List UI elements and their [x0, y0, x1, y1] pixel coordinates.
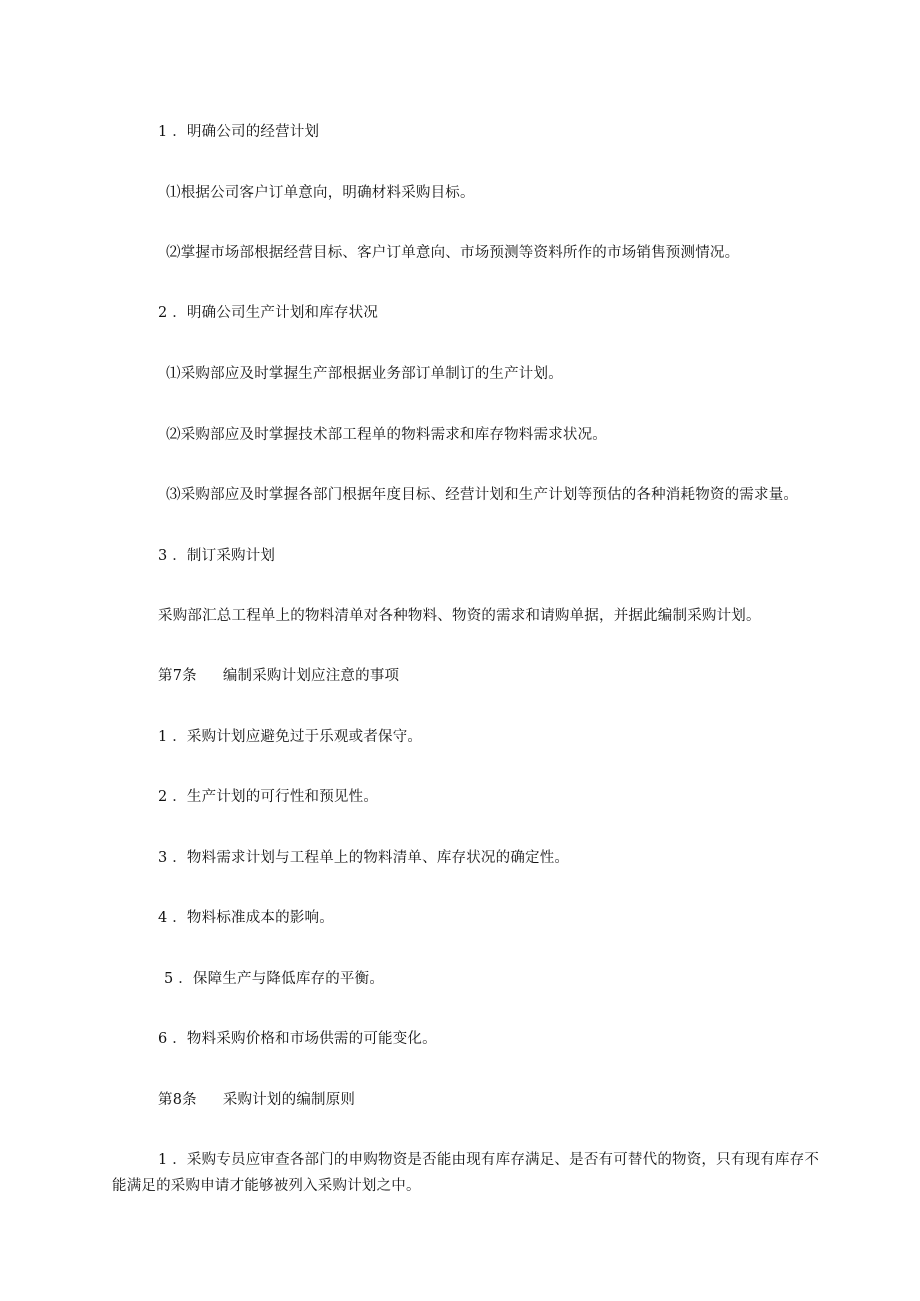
list-item: 2 ．生产计划的可行性和预见性。 — [158, 789, 379, 805]
article-8-heading — [158, 1090, 355, 1110]
list-item: 1 ．采购计划应避免过于乐观或者保守。 — [158, 729, 423, 745]
body-paragraph: 1 ．采购专员应审查各部门的申购物资是否能由现有库存满足、是否有可替代的物资，只有现有库存不能满足的采购申请才能够被列入采购计划之中。 — [112, 1152, 820, 1194]
article-title: 编制采购计划应注意的事项 — [222, 668, 400, 684]
article-title: 采购计划的编制原则 — [222, 1092, 356, 1108]
article-number: 第7条 — [158, 668, 197, 684]
body-text: 采购部汇总工程单上的物料清单对各种物料、物资的需求和请购单据，并据此编制采购计划。 — [158, 608, 761, 624]
list-item: ⑶采购部应及时掌握各部门根据年度目标、经营计划和生产计划等预估的各种消耗物资的需求量。 — [166, 487, 799, 503]
list-item: ⑵掌握市场部根据经营目标、客户订单意向、市场预测等资料所作的市场销售预测情况。 — [166, 245, 740, 261]
section-heading: 3 ．制订采购计划 — [158, 548, 276, 564]
list-item: ⑵采购部应及时掌握技术部工程单的物料需求和库存物料需求状况。 — [166, 427, 607, 443]
list-item: ⑴根据公司客户订单意向，明确材料采购目标。 — [166, 185, 475, 201]
list-item: ⑴采购部应及时掌握生产部根据业务部订单制订的生产计划。 — [166, 366, 563, 382]
section-heading: 2 ．明确公司生产计划和库存状况 — [158, 305, 379, 321]
list-item: 4 ．物料标准成本的影响。 — [158, 910, 334, 926]
list-item: 6 ．物料采购价格和市场供需的可能变化。 — [158, 1031, 437, 1047]
article-number: 第8条 — [158, 1092, 197, 1108]
article-7-heading — [158, 666, 399, 686]
list-item: 3 ．物料需求计划与工程单上的物料清单、库存状况的确定性。 — [158, 850, 570, 866]
list-item: 5 ．保障生产与降低库存的平衡。 — [164, 971, 385, 987]
section-heading: 1 ．明确公司的经营计划 — [158, 124, 320, 140]
